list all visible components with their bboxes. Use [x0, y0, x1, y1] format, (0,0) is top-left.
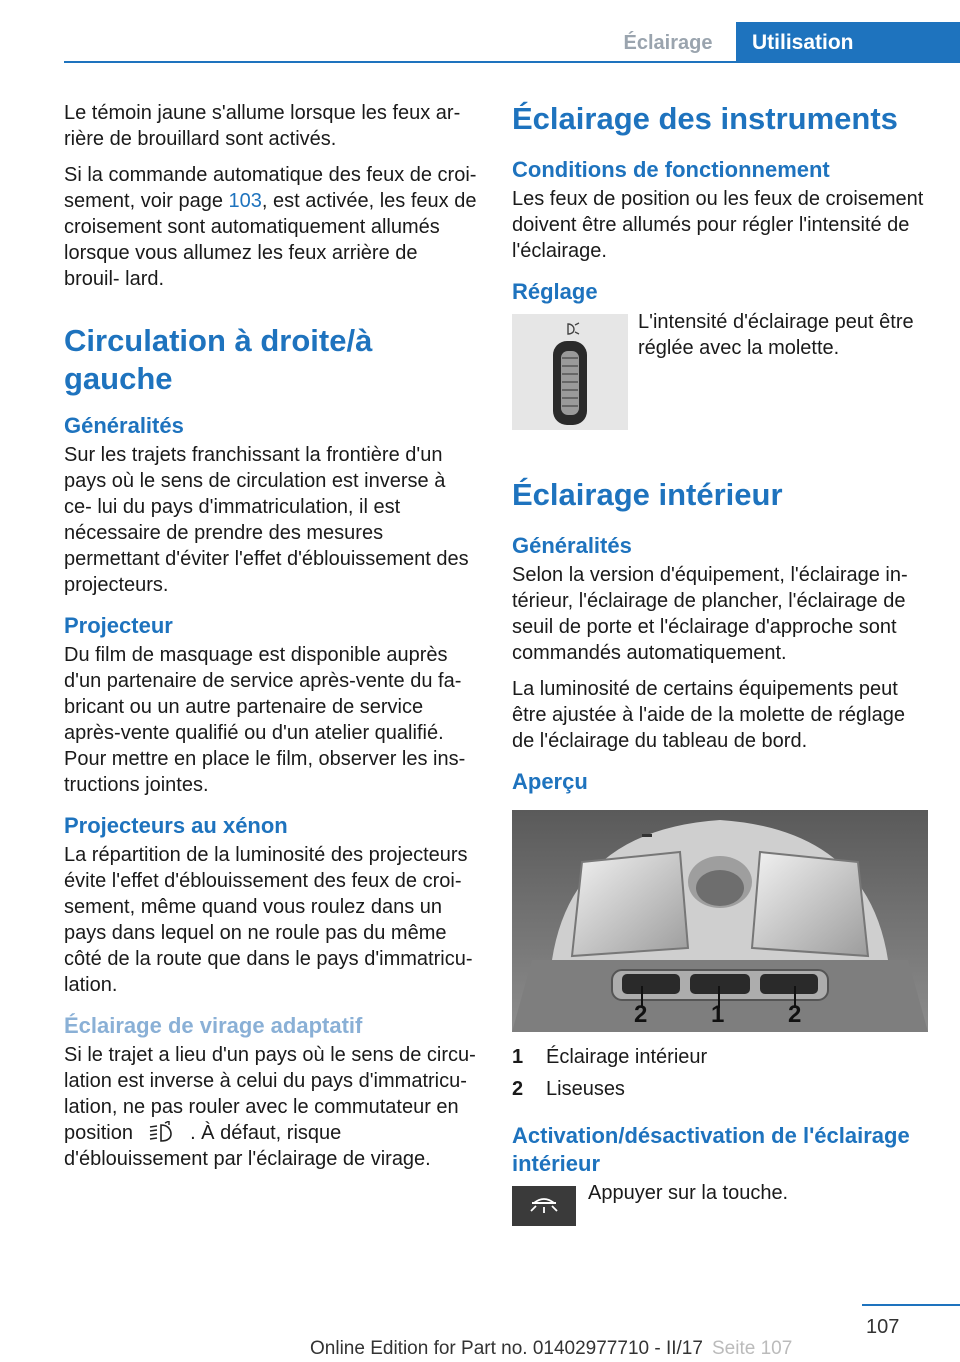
subsection-title: Conditions de fonctionnement	[512, 157, 830, 182]
subsection-title: Éclairage de virage adaptatif	[64, 1013, 363, 1038]
paragraph: Sur les trajets franchissant la frontière d'un pays où le sens de circulation est inverse à ce- lui du pays d'immatriculation, il est nécessaire de prendre des mesures permettant d'éviter l'effet d'éblouissement des projecteurs.	[64, 444, 469, 596]
paragraph: Le témoin jaune s'allume lorsque les feux ar- rière de brouillard sont activés.	[64, 102, 461, 150]
dimmer-wheel-icon	[512, 314, 628, 430]
paragraph: Si la commande automatique des feux de croi- sement, voir page 103, est activée, les feux de croisement sont automatiquement allumés lorsque vous allumez les feux arrière de brouil- lard.	[64, 164, 477, 290]
legend-item: 1 Éclairage intérieur	[512, 1046, 708, 1068]
section-title: Éclairage intérieur	[512, 477, 783, 512]
activation-block	[512, 1182, 930, 1226]
page-number: 107	[866, 1316, 900, 1338]
subsection-title: Généralités	[64, 413, 184, 438]
interior-light-button[interactable]	[512, 1186, 576, 1226]
subsection-title: Projecteurs au xénon	[64, 813, 288, 838]
figure-label: 1	[711, 1001, 725, 1028]
edition-note: Online Edition for Part no. 01402977710 - II/17	[310, 1338, 703, 1359]
reglage-block	[512, 311, 930, 430]
watermark: Seite 107	[712, 1338, 793, 1359]
paragraph: Les feux de position ou les feux de croisement doivent être allumés pour régler l'intensité de l'éclairage.	[512, 188, 924, 262]
tab-section[interactable]: Éclairage	[623, 32, 713, 54]
headlight-switch-icon	[147, 1121, 177, 1143]
paragraph: Appuyer sur la touche.	[588, 1182, 789, 1204]
page-link[interactable]: 103	[228, 190, 262, 212]
subsection-title: Activation/désactivation de l'éclairage intérieur	[512, 1123, 910, 1176]
footer-rule	[862, 1304, 960, 1306]
paragraph: Selon la version d'équipement, l'éclairage in- térieur, l'éclairage de plancher, l'éclairage de seuil de porte et l'éclairage d'approche sont commandés automatiquement.	[512, 564, 908, 664]
paragraph: La luminosité de certains équipements peut être ajustée à l'aide de la molette de réglage de l'éclairage du tableau de bord.	[512, 678, 905, 752]
subsection-title: Réglage	[512, 279, 598, 304]
subsection-title: Généralités	[512, 533, 632, 558]
figure-label: 2	[788, 1001, 802, 1028]
figure-label: 2	[634, 1001, 648, 1028]
paragraph: Du film de masquage est disponible auprès d'un partenaire de service après-vente du fa- bricant ou un autre partenaire de service après-vente qualifié ou d'un atelier qualifié. Pour mettre en place le film, observer les ins- tructions jointes.	[64, 644, 466, 796]
paragraph: La répartition de la luminosité des projecteurs évite l'effet d'éblouissement des feux de croi- sement, même quand vous roulez dans un pays dans lequel on ne roule pas du même côté de la route que dans le pays d'immatricu- lation.	[64, 844, 473, 996]
section-title: Éclairage des instruments	[512, 101, 898, 136]
interior-light-overview-image	[512, 810, 928, 1032]
left-column	[64, 100, 478, 1182]
legend-item: 2 Liseuses	[512, 1078, 625, 1100]
dimmer-wheel-image	[512, 314, 628, 430]
paragraph: Si le trajet a lieu d'un pays où le sens de circu- lation est inverse à celui du pays d'immatricu- lation, ne pas rouler avec le commutateur en position . À défaut, risque d'éblouissement par l'éclairage de virage.	[64, 1044, 476, 1170]
figure-legend	[512, 1044, 930, 1102]
section-title: Circulation à droite/à gauche	[64, 323, 373, 396]
interior-light-icon	[512, 1186, 576, 1226]
paragraph: L'intensité d'éclairage peut être réglée avec la molette.	[638, 311, 914, 359]
interior-light-photo	[512, 810, 928, 1032]
right-column	[512, 100, 930, 1226]
tab-chapter[interactable]: Utilisation	[736, 22, 960, 63]
subsection-title: Projecteur	[64, 613, 173, 638]
subsection-title: Aperçu	[512, 769, 588, 794]
